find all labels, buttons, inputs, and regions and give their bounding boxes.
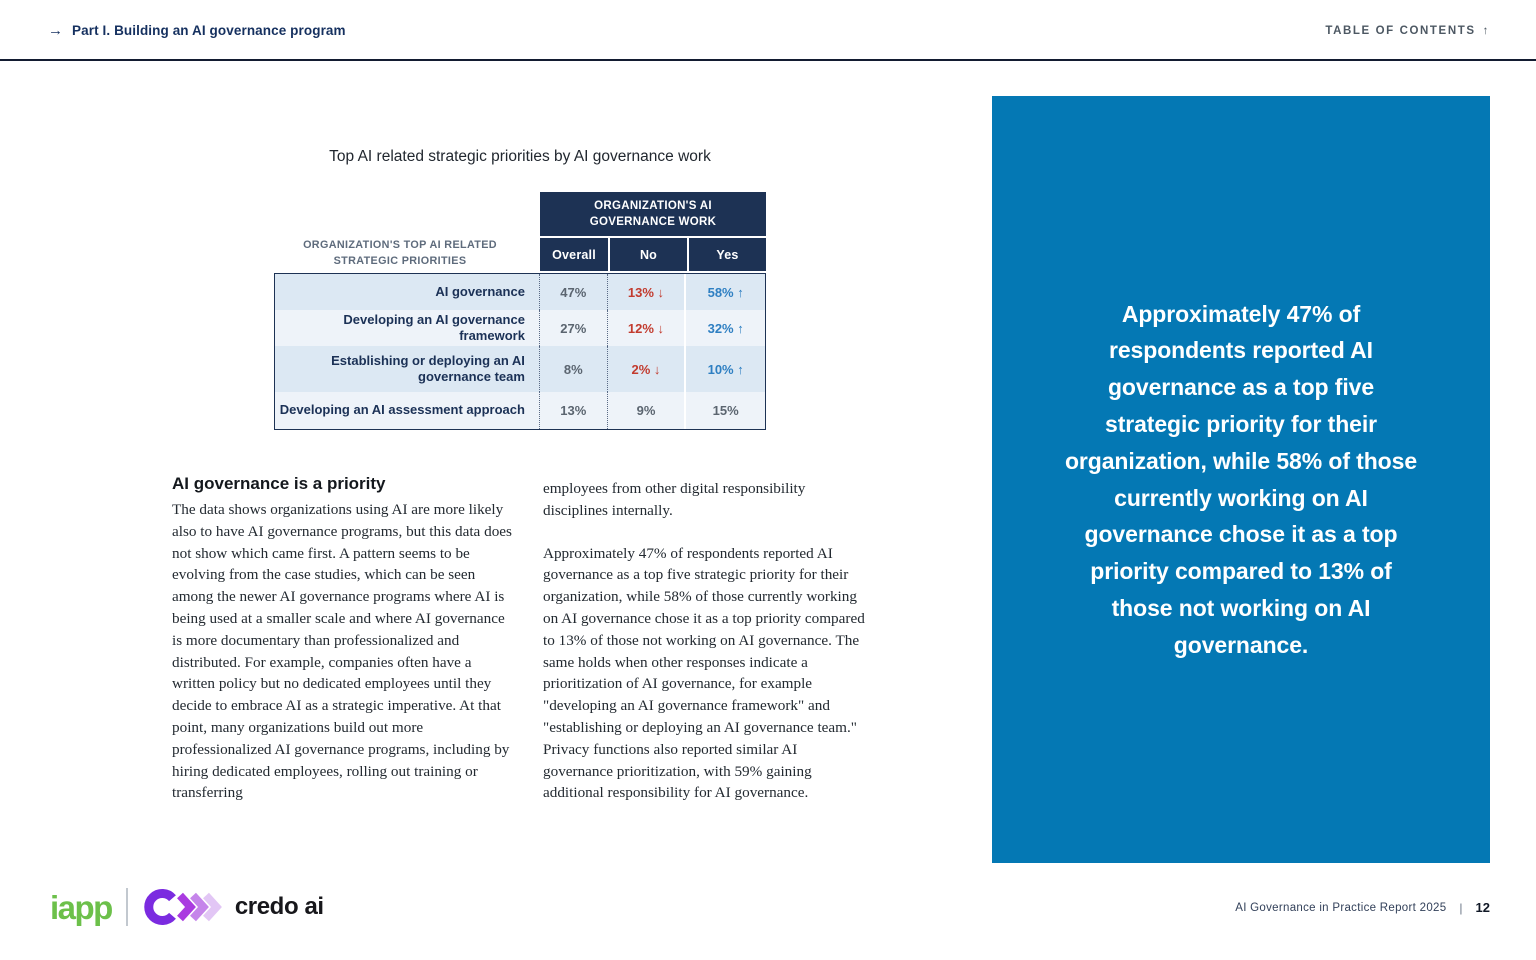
cell-overall: 27% — [540, 310, 608, 346]
cell-yes: 15% — [712, 403, 739, 418]
body-paragraph: Approximately 47% of respondents reported AI governance as a top five strategic priority for their organization, while 58% of those currently working on AI governance chose it as a top priority compared to 13% of those not working on AI governance. The same holds when other responses indicate a prioritization of AI governance, for example "developing an AI governance framework" and "establishing or deploying an AI governance team." Privacy functions also reported similar AI governance prioritization, with 59% gaining additional responsibility for AI governance. — [543, 544, 865, 802]
breadcrumb-label: Part I. Building an AI governance program — [72, 23, 346, 38]
article-column-left — [172, 474, 516, 804]
column-header-no: No — [610, 238, 687, 271]
table-of-contents-link[interactable] — [1325, 0, 1490, 61]
cell-no: 9% — [608, 392, 687, 429]
figure-title: Top AI related strategic priorities by AI governance work — [329, 148, 711, 165]
cell-no: 13% ↓ — [608, 274, 687, 310]
credo-ai-wordmark: credo ai — [234, 893, 324, 920]
iapp-logo: iapp — [50, 888, 112, 926]
report-title: AI Governance in Practice Report 2025 — [1235, 901, 1447, 914]
cell-yes: 10% ↑ — [707, 361, 744, 377]
table-row — [275, 274, 765, 310]
cell-yes: 58% ↑ — [707, 284, 744, 300]
credo-ai-logo — [144, 885, 324, 929]
toc-label: TABLE OF CONTENTS — [1325, 24, 1476, 37]
logo-divider — [126, 888, 128, 926]
footer-logos — [50, 884, 324, 930]
up-arrow-icon: ↑ — [1482, 24, 1490, 37]
section-heading: AI governance is a priority — [172, 474, 386, 493]
article-column-right — [543, 478, 866, 804]
table-row — [275, 346, 765, 392]
cell-overall: 47% — [540, 274, 608, 310]
cell-overall: 13% — [540, 392, 608, 429]
column-header-yes: Yes — [689, 238, 766, 271]
cell-no: 2% ↓ — [608, 346, 687, 392]
body-paragraph: The data shows organizations using AI are more likely also to have AI governance programs, but this data does not show which came first. A pattern seems to be evolving from the case studies, which can be seen among the newer AI governance programs where AI is being used at a smaller scale and where AI governance is more documentary than professionalized and distributed. For example, companies often have a written policy but no dedicated employees until they decide to embrace AI as a strategic imperative. At that point, many organizations build out more professionalized AI governance programs, including by hiring dedicated employees, rolling out training or transferring — [172, 501, 512, 802]
row-label: Developing an AI governance framework — [275, 310, 540, 346]
table-row — [275, 310, 765, 346]
credo-ai-mark-icon — [144, 885, 226, 929]
page-number: 12 — [1475, 900, 1490, 915]
column-header-overall: Overall — [540, 238, 608, 271]
footer-separator: | — [1459, 900, 1463, 915]
row-label: Developing an AI assessment approach — [275, 392, 540, 429]
breadcrumb-part-link[interactable] — [48, 0, 346, 61]
right-arrow-icon: → — [48, 22, 63, 39]
body-paragraph: employees from other digital responsibility disciplines internally. — [543, 480, 806, 519]
pull-quote-callout — [992, 96, 1490, 863]
table-body — [274, 273, 766, 430]
row-axis-label: ORGANIZATION'S TOP AI RELATED STRATEGIC PRIORITIES — [303, 238, 497, 267]
pull-quote-text: Approximately 47% of respondents reported AI governance as a top five strategic priority for their organization, while 58% of those currently working on AI governance chose it as a top priority compared to 13% of those not working on AI governance. — [1064, 300, 1418, 658]
footer-pagination — [1235, 900, 1490, 915]
row-label: AI governance — [275, 274, 540, 310]
top-nav-bar — [0, 0, 1536, 61]
cell-yes: 32% ↑ — [707, 320, 744, 336]
priorities-table — [274, 192, 766, 432]
row-label: Establishing or deploying an AI governance team — [275, 346, 540, 392]
column-group-header: ORGANIZATION'S AI GOVERNANCE WORK — [540, 192, 766, 236]
cell-overall: 8% — [540, 346, 608, 392]
table-row — [275, 392, 765, 429]
cell-no: 12% ↓ — [608, 310, 687, 346]
